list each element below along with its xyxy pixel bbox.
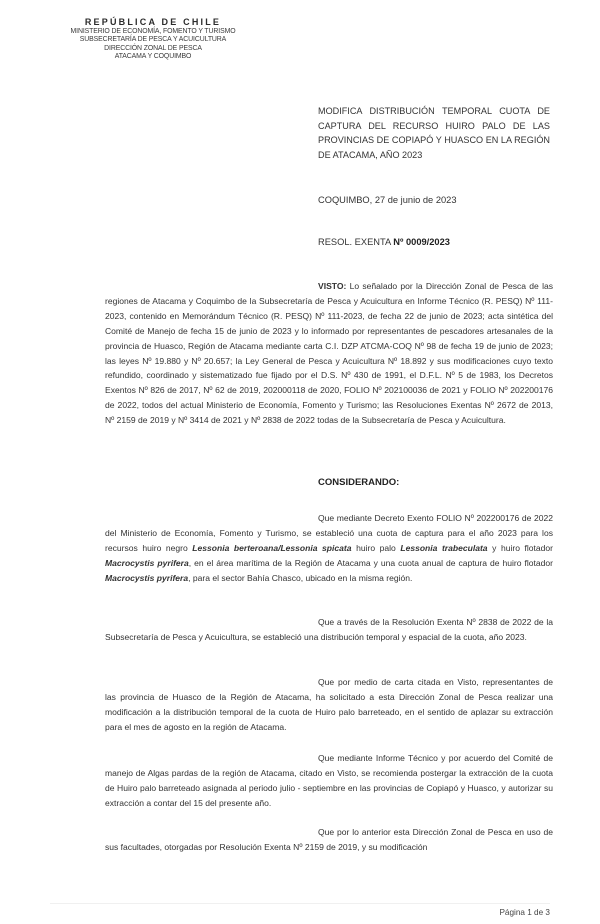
p1-text-a: Que mediante Decreto Exento FOLIO Nº 202200176 de 2022 del Ministerio de Economía, Fomento y Turismo, se estableció una cuota de captura para el año 2023 para los recursos huiro negro xyxy=(105,513,553,553)
resolution-label: RESOL. EXENTA xyxy=(318,237,391,247)
p5-text: Que por lo anterior esta Dirección Zonal de Pesca en uso de sus facultades, otorgadas por Resolución Exenta Nº 2159 de 2019, y su modificación xyxy=(105,827,553,852)
page-number: Página 1 de 3 xyxy=(499,908,550,917)
species-macrocystis-pyrifera: Macrocystis pyrifera xyxy=(105,557,189,568)
letterhead-direccion: DIRECCIÓN ZONAL DE PESCA xyxy=(104,44,202,52)
footer-divider xyxy=(50,903,550,904)
considerando-paragraph-1 xyxy=(105,511,553,586)
considerando-paragraph-2 xyxy=(105,615,553,645)
p1-text-d: , en el área marítima de la Región de Atacama y una cuota anual de captura de huiro flotador xyxy=(188,557,553,568)
species-lessonia-trabeculata: Lessonia trabeculata xyxy=(400,542,488,553)
letterhead-country: REPÚBLICA DE CHILE xyxy=(84,17,222,27)
considerando-heading: CONSIDERANDO: xyxy=(318,477,400,488)
place-date: COQUIMBO, 27 de junio de 2023 xyxy=(318,195,457,205)
p4-text: Que mediante Informe Técnico y por acuerdo del Comité de manejo de Algas pardas de la región de Atacama, citado en Visto, se recomienda postergar la extracción de la cuota de Huiro palo barreteado asignada al periodo julio - septiembre en las provincias de Copiapó y Huasco, y autorizar su extracción a contar del 15 del presente año. xyxy=(105,753,553,808)
considerando-paragraph-5 xyxy=(105,825,553,855)
resolution-number xyxy=(318,237,450,247)
letterhead xyxy=(58,17,248,62)
species-macrocystis-pyrifera-2: Macrocystis pyrifera xyxy=(105,572,189,583)
letterhead-region: ATACAMA Y COQUIMBO xyxy=(114,53,192,61)
species-lessonia-berteroana: Lessonia berteroana/Lessonia spicata xyxy=(192,542,352,553)
p1-text-e: , para el sector Bahía Chasco, ubicado en la misma región. xyxy=(188,572,413,583)
resolution-subject: MODIFICA DISTRIBUCIÓN TEMPORAL CUOTA DE CAPTURA DEL RECURSO HUIRO PALO DE LAS PROVINCIAS DE COPIAPÓ Y HUASCO EN LA REGIÓN DE ATACAMA, AÑO 2023 xyxy=(318,106,550,160)
considerando-paragraph-3 xyxy=(105,675,553,735)
p3-text: Que por medio de carta citada en Visto, representantes de las provincia de Huasco de la Región de Atacama, ha solicitado a esta Dirección Zonal de Pesca realizar una modificación a la distribución temporal de la cuota de Huiro palo barreteado, en el sentido de aplazar su extracción para el mes de agosto en la región de Atacama. xyxy=(105,677,553,732)
letterhead-ministry: MINISTERIO DE ECONOMÍA, FOMENTO Y TURISMO xyxy=(70,28,236,35)
p1-text-c: y huiro flotador xyxy=(487,542,554,553)
visto-text: Lo señalado por la Dirección Zonal de Pesca de las regiones de Atacama y Coquimbo de la Subsecretaría de Pesca y Acuicultura en Informe Técnico (R. PESQ) Nº 111-2023, contenido en Memorándum Técnico (R. PESQ) Nº 111-2023, de fecha 22 de junio de 2023; acta sintética del Comité de Manejo de fecha 15 de junio de 2023 y lo informado por representantes de pescadores artesanales de la provincia de Huasco, Región de Atacama mediante carta C.I. DZP ATCMA-COQ Nº 98 de fecha 19 de junio de 2023; las leyes Nº 19.880 y Nº 20.657; la Ley General de Pesca y Acuicultura Nº 18.892 y sus modificaciones cuyo texto refundido, coordinado y sistematizado fue fijado por el D.S. Nº 430 de 1991, el D.F.L. Nº 5 de 1983, los Decretos Exentos Nº 826 de 2017, Nº 62 de 2019, 202000118 de 2020, FOLIO Nº 202100036 de 2021 y FOLIO Nº 202200176 de 2022, todos del actual Ministerio de Economía, Fomento y Turismo; las Resoluciones Exentas Nº 2672 de 2013, Nº 2159 de 2019 y Nº 3414 de 2021 y Nº 2838 de 2022 todas de la Subsecretaría de Pesca y Acuicultura. xyxy=(105,281,553,426)
visto-paragraph xyxy=(105,279,553,428)
visto-label: VISTO: xyxy=(318,281,347,291)
p1-text-b: huiro palo xyxy=(351,542,401,553)
letterhead-subsecretaria: SUBSECRETARÍA DE PESCA Y ACUICULTURA xyxy=(79,36,227,44)
resolution-code: Nº 0009/2023 xyxy=(393,237,450,247)
considerando-paragraph-4 xyxy=(105,751,553,811)
p2-text: Que a través de la Resolución Exenta Nº 2838 de 2022 de la Subsecretaría de Pesca y Acuicultura, se estableció una distribución temporal y espacial de la cuota, año 2023. xyxy=(105,617,553,642)
